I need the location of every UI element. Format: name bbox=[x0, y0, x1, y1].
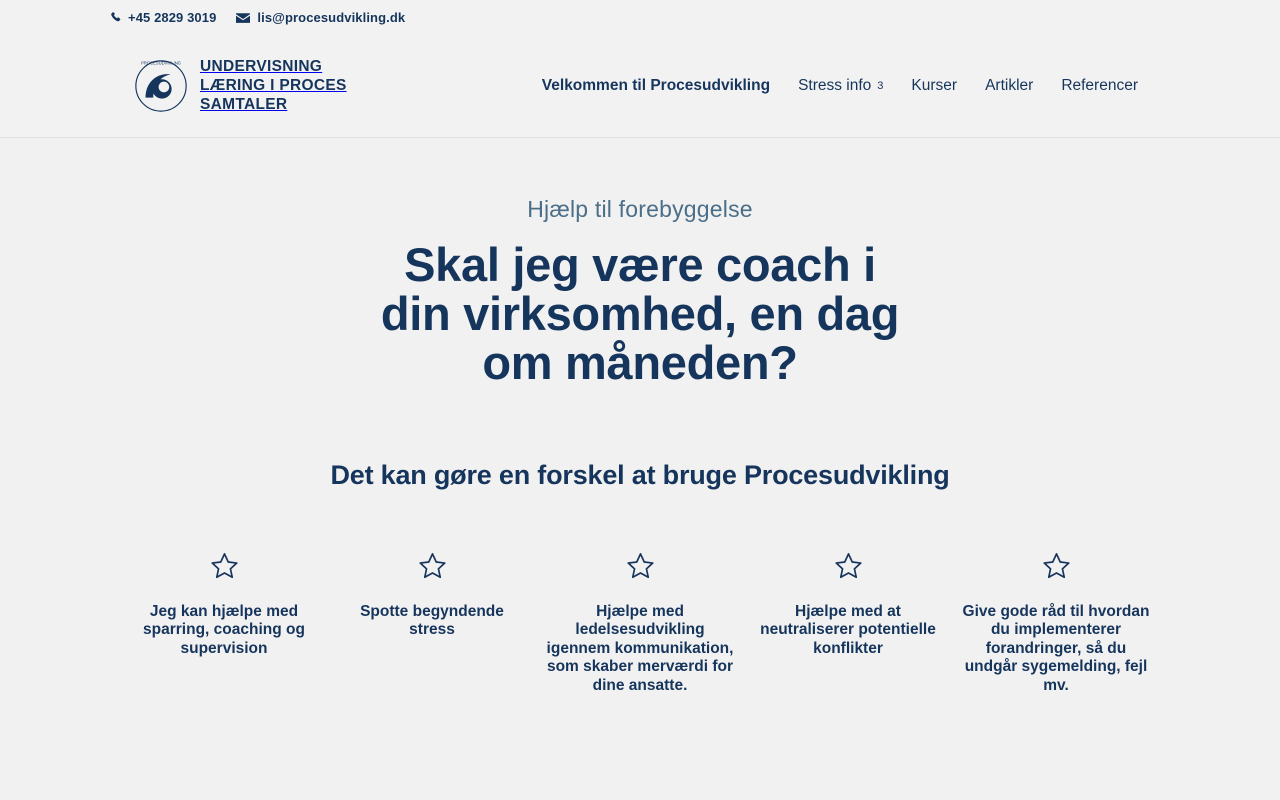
feature-item bbox=[328, 549, 536, 696]
feature-item bbox=[952, 549, 1160, 696]
section-subheading: Det kan gøre en forskel at bruge Procesudvikling bbox=[330, 459, 950, 490]
feature-item bbox=[744, 549, 952, 696]
site-header bbox=[0, 34, 1280, 138]
envelope-icon bbox=[236, 12, 250, 23]
utility-bar bbox=[0, 0, 1280, 34]
hero-title-line-2: din virksomhed, en dag bbox=[380, 286, 900, 340]
star-outline-icon bbox=[752, 549, 944, 583]
logo-line-1: UNDERVISNING bbox=[200, 57, 323, 75]
nav-label: Kurser bbox=[911, 76, 958, 94]
star-outline-icon bbox=[336, 549, 528, 583]
procesudvikling-logo-icon bbox=[132, 57, 190, 115]
hero-section bbox=[0, 138, 1280, 388]
nav-label: Velkommen til Procesudvikling bbox=[541, 76, 771, 94]
primary-nav bbox=[528, 77, 1152, 95]
feature-title: Hjælpe med at neutraliserer potentielle konflikter bbox=[760, 602, 936, 657]
email-contact[interactable] bbox=[236, 10, 405, 25]
phone-icon bbox=[110, 10, 121, 24]
feature-item bbox=[120, 549, 328, 696]
svg-text:PROCESUDVIKLING: PROCESUDVIKLING bbox=[141, 60, 181, 66]
chevron-down-icon: 3 bbox=[877, 80, 884, 92]
logo-link[interactable] bbox=[132, 57, 347, 115]
nav-item-stress-info[interactable] bbox=[784, 77, 897, 95]
nav-label: Stress info bbox=[798, 76, 872, 94]
nav-item-kurser[interactable] bbox=[897, 77, 971, 95]
nav-label: Referencer bbox=[1061, 76, 1138, 94]
feature-title: Give gode råd til hvordan du implementerer forandringer, så du undgår sygemelding, fejl mv. bbox=[962, 602, 1150, 694]
logo-wordmark bbox=[200, 57, 347, 115]
hero-title-line-3: om måneden? bbox=[482, 335, 798, 389]
nav-item-velkommen[interactable] bbox=[528, 77, 784, 95]
logo-line-3: SAMTALER bbox=[200, 96, 288, 114]
star-outline-icon bbox=[960, 549, 1152, 583]
feature-list bbox=[0, 549, 1280, 696]
hero-kicker: Hjælp til forebyggelse bbox=[527, 196, 753, 222]
phone-number-link[interactable]: +45 2829 3019 bbox=[128, 9, 217, 25]
phone-contact[interactable] bbox=[110, 10, 216, 25]
star-outline-icon bbox=[128, 549, 320, 583]
page-title bbox=[0, 238, 1280, 389]
feature-title: Jeg kan hjælpe med sparring, coaching og supervision bbox=[143, 602, 305, 657]
logo-line-2: LÆRING I PROCES bbox=[200, 76, 347, 94]
nav-item-artikler[interactable] bbox=[971, 77, 1047, 95]
hero-title-line-1: Skal jeg være coach i bbox=[404, 238, 876, 291]
nav-item-referencer[interactable] bbox=[1047, 77, 1152, 95]
email-link[interactable]: lis@procesudvikling.dk bbox=[257, 9, 406, 25]
feature-title: Hjælpe med ledelsesudvikling igennem kommunikation, som skaber merværdi for dine ansatte. bbox=[546, 602, 734, 694]
star-outline-icon bbox=[544, 549, 736, 583]
feature-title: Spotte begyndende stress bbox=[360, 602, 504, 639]
feature-item bbox=[536, 549, 744, 696]
nav-label: Artikler bbox=[985, 76, 1034, 94]
